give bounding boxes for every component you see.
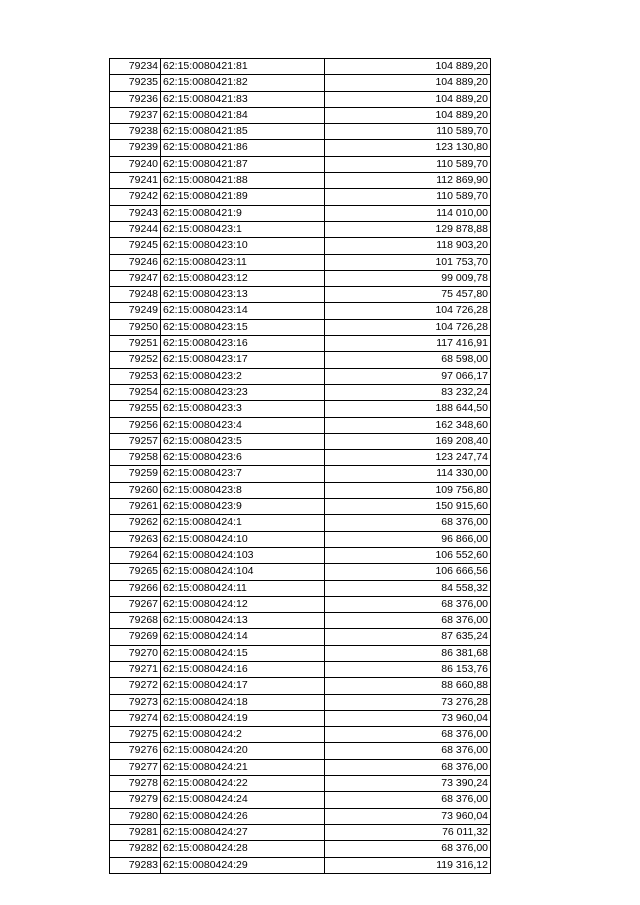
cadastral-number-cell: 62:15:0080424:1 bbox=[161, 515, 325, 531]
table-row bbox=[110, 661, 491, 677]
cadastral-value-cell: 68 376,00 bbox=[325, 743, 491, 759]
cadastral-number-cell: 62:15:0080424:22 bbox=[161, 776, 325, 792]
cadastral-number-cell: 62:15:0080423:5 bbox=[161, 433, 325, 449]
cadastral-value-cell: 76 011,32 bbox=[325, 824, 491, 840]
table-row bbox=[110, 596, 491, 612]
cadastral-number-cell: 62:15:0080423:2 bbox=[161, 368, 325, 384]
row-number-cell: 79238 bbox=[110, 124, 161, 140]
table-row bbox=[110, 59, 491, 75]
row-number-cell: 79264 bbox=[110, 547, 161, 563]
table-row bbox=[110, 189, 491, 205]
cadastral-number-cell: 62:15:0080424:19 bbox=[161, 710, 325, 726]
cadastral-value-cell: 68 376,00 bbox=[325, 727, 491, 743]
row-number-cell: 79240 bbox=[110, 156, 161, 172]
table-row bbox=[110, 743, 491, 759]
cadastral-number-cell: 62:15:0080424:15 bbox=[161, 645, 325, 661]
cadastral-number-cell: 62:15:0080423:9 bbox=[161, 499, 325, 515]
row-number-cell: 79249 bbox=[110, 303, 161, 319]
cadastral-number-cell: 62:15:0080423:16 bbox=[161, 336, 325, 352]
cadastral-number-cell: 62:15:0080424:11 bbox=[161, 580, 325, 596]
row-number-cell: 79247 bbox=[110, 270, 161, 286]
cadastral-number-cell: 62:15:0080424:27 bbox=[161, 824, 325, 840]
table-body bbox=[110, 59, 491, 874]
cadastral-number-cell: 62:15:0080424:24 bbox=[161, 792, 325, 808]
table-row bbox=[110, 499, 491, 515]
cadastral-number-cell: 62:15:0080423:17 bbox=[161, 352, 325, 368]
table-row bbox=[110, 629, 491, 645]
row-number-cell: 79251 bbox=[110, 336, 161, 352]
cadastral-number-cell: 62:15:0080421:83 bbox=[161, 91, 325, 107]
cadastral-number-cell: 62:15:0080423:14 bbox=[161, 303, 325, 319]
cadastral-number-cell: 62:15:0080424:26 bbox=[161, 808, 325, 824]
cadastral-number-cell: 62:15:0080421:87 bbox=[161, 156, 325, 172]
row-number-cell: 79258 bbox=[110, 450, 161, 466]
cadastral-number-cell: 62:15:0080423:1 bbox=[161, 221, 325, 237]
cadastral-value-cell: 110 589,70 bbox=[325, 124, 491, 140]
table-row bbox=[110, 303, 491, 319]
cadastral-number-cell: 62:15:0080424:104 bbox=[161, 564, 325, 580]
cadastral-value-cell: 119 316,12 bbox=[325, 857, 491, 873]
row-number-cell: 79263 bbox=[110, 531, 161, 547]
table-row bbox=[110, 107, 491, 123]
cadastral-value-cell: 112 869,90 bbox=[325, 173, 491, 189]
table-row bbox=[110, 841, 491, 857]
cadastral-number-cell: 62:15:0080423:10 bbox=[161, 238, 325, 254]
cadastral-number-cell: 62:15:0080423:13 bbox=[161, 287, 325, 303]
cadastral-number-cell: 62:15:0080423:23 bbox=[161, 384, 325, 400]
row-number-cell: 79256 bbox=[110, 417, 161, 433]
row-number-cell: 79266 bbox=[110, 580, 161, 596]
row-number-cell: 79236 bbox=[110, 91, 161, 107]
row-number-cell: 79279 bbox=[110, 792, 161, 808]
cadastral-value-cell: 68 376,00 bbox=[325, 613, 491, 629]
cadastral-value-cell: 86 381,68 bbox=[325, 645, 491, 661]
cadastral-value-cell: 110 589,70 bbox=[325, 156, 491, 172]
cadastral-value-cell: 104 889,20 bbox=[325, 75, 491, 91]
cadastral-value-cell: 83 232,24 bbox=[325, 384, 491, 400]
cadastral-value-cell: 129 878,88 bbox=[325, 221, 491, 237]
cadastral-value-cell: 88 660,88 bbox=[325, 678, 491, 694]
table-row bbox=[110, 727, 491, 743]
cadastral-value-cell: 188 644,50 bbox=[325, 401, 491, 417]
table-row bbox=[110, 710, 491, 726]
cadastral-value-cell: 117 416,91 bbox=[325, 336, 491, 352]
cadastral-number-cell: 62:15:0080424:21 bbox=[161, 759, 325, 775]
table-row bbox=[110, 482, 491, 498]
cadastral-number-cell: 62:15:0080421:84 bbox=[161, 107, 325, 123]
table-row bbox=[110, 352, 491, 368]
row-number-cell: 79274 bbox=[110, 710, 161, 726]
cadastral-value-cell: 73 276,28 bbox=[325, 694, 491, 710]
table-row bbox=[110, 270, 491, 286]
cadastral-number-cell: 62:15:0080423:6 bbox=[161, 450, 325, 466]
cadastral-value-cell: 109 756,80 bbox=[325, 482, 491, 498]
table-row bbox=[110, 580, 491, 596]
cadastral-number-cell: 62:15:0080421:89 bbox=[161, 189, 325, 205]
row-number-cell: 79280 bbox=[110, 808, 161, 824]
cadastral-number-cell: 62:15:0080423:7 bbox=[161, 466, 325, 482]
cadastral-number-cell: 62:15:0080424:29 bbox=[161, 857, 325, 873]
table-row bbox=[110, 287, 491, 303]
row-number-cell: 79273 bbox=[110, 694, 161, 710]
table-row bbox=[110, 824, 491, 840]
cadastral-value-cell: 123 247,74 bbox=[325, 450, 491, 466]
row-number-cell: 79260 bbox=[110, 482, 161, 498]
cadastral-number-cell: 62:15:0080424:16 bbox=[161, 661, 325, 677]
row-number-cell: 79269 bbox=[110, 629, 161, 645]
table-row bbox=[110, 547, 491, 563]
row-number-cell: 79244 bbox=[110, 221, 161, 237]
cadastral-number-cell: 62:15:0080421:85 bbox=[161, 124, 325, 140]
cadastral-value-cell: 86 153,76 bbox=[325, 661, 491, 677]
cadastral-value-cell: 84 558,32 bbox=[325, 580, 491, 596]
cadastral-value-cell: 73 960,04 bbox=[325, 710, 491, 726]
cadastral-number-cell: 62:15:0080423:8 bbox=[161, 482, 325, 498]
row-number-cell: 79277 bbox=[110, 759, 161, 775]
cadastral-value-cell: 87 635,24 bbox=[325, 629, 491, 645]
table-row bbox=[110, 401, 491, 417]
cadastral-value-cell: 106 666,56 bbox=[325, 564, 491, 580]
cadastral-value-table bbox=[109, 58, 491, 874]
row-number-cell: 79283 bbox=[110, 857, 161, 873]
row-number-cell: 79235 bbox=[110, 75, 161, 91]
table-row bbox=[110, 694, 491, 710]
table-row bbox=[110, 75, 491, 91]
row-number-cell: 79265 bbox=[110, 564, 161, 580]
cadastral-value-cell: 104 889,20 bbox=[325, 91, 491, 107]
cadastral-number-cell: 62:15:0080424:10 bbox=[161, 531, 325, 547]
cadastral-number-cell: 62:15:0080423:12 bbox=[161, 270, 325, 286]
table-row bbox=[110, 678, 491, 694]
cadastral-value-cell: 97 066,17 bbox=[325, 368, 491, 384]
cadastral-value-cell: 114 010,00 bbox=[325, 205, 491, 221]
table-row bbox=[110, 91, 491, 107]
table-row bbox=[110, 336, 491, 352]
cadastral-number-cell: 62:15:0080421:9 bbox=[161, 205, 325, 221]
cadastral-value-cell: 68 376,00 bbox=[325, 515, 491, 531]
cadastral-value-cell: 104 726,28 bbox=[325, 303, 491, 319]
cadastral-value-cell: 73 390,24 bbox=[325, 776, 491, 792]
cadastral-value-cell: 73 960,04 bbox=[325, 808, 491, 824]
cadastral-number-cell: 62:15:0080423:3 bbox=[161, 401, 325, 417]
cadastral-value-cell: 68 376,00 bbox=[325, 841, 491, 857]
table-row bbox=[110, 450, 491, 466]
row-number-cell: 79262 bbox=[110, 515, 161, 531]
table-row bbox=[110, 319, 491, 335]
cadastral-number-cell: 62:15:0080421:88 bbox=[161, 173, 325, 189]
cadastral-value-cell: 110 589,70 bbox=[325, 189, 491, 205]
cadastral-value-cell: 68 376,00 bbox=[325, 759, 491, 775]
table-row bbox=[110, 368, 491, 384]
row-number-cell: 79242 bbox=[110, 189, 161, 205]
cadastral-value-cell: 104 889,20 bbox=[325, 59, 491, 75]
cadastral-value-cell: 104 726,28 bbox=[325, 319, 491, 335]
table-row bbox=[110, 417, 491, 433]
row-number-cell: 79271 bbox=[110, 661, 161, 677]
table-row bbox=[110, 645, 491, 661]
table-row bbox=[110, 238, 491, 254]
table-row bbox=[110, 140, 491, 156]
row-number-cell: 79243 bbox=[110, 205, 161, 221]
cadastral-number-cell: 62:15:0080424:17 bbox=[161, 678, 325, 694]
row-number-cell: 79253 bbox=[110, 368, 161, 384]
row-number-cell: 79234 bbox=[110, 59, 161, 75]
table-row bbox=[110, 792, 491, 808]
row-number-cell: 79276 bbox=[110, 743, 161, 759]
table-row bbox=[110, 254, 491, 270]
row-number-cell: 79237 bbox=[110, 107, 161, 123]
row-number-cell: 79257 bbox=[110, 433, 161, 449]
row-number-cell: 79275 bbox=[110, 727, 161, 743]
cadastral-value-cell: 75 457,80 bbox=[325, 287, 491, 303]
row-number-cell: 79267 bbox=[110, 596, 161, 612]
cadastral-number-cell: 62:15:0080423:15 bbox=[161, 319, 325, 335]
cadastral-number-cell: 62:15:0080424:103 bbox=[161, 547, 325, 563]
cadastral-value-cell: 123 130,80 bbox=[325, 140, 491, 156]
cadastral-number-cell: 62:15:0080424:13 bbox=[161, 613, 325, 629]
table-row bbox=[110, 857, 491, 873]
cadastral-number-cell: 62:15:0080424:28 bbox=[161, 841, 325, 857]
row-number-cell: 79278 bbox=[110, 776, 161, 792]
cadastral-number-cell: 62:15:0080423:11 bbox=[161, 254, 325, 270]
row-number-cell: 79241 bbox=[110, 173, 161, 189]
cadastral-number-cell: 62:15:0080424:2 bbox=[161, 727, 325, 743]
cadastral-number-cell: 62:15:0080421:82 bbox=[161, 75, 325, 91]
cadastral-value-cell: 68 376,00 bbox=[325, 596, 491, 612]
row-number-cell: 79248 bbox=[110, 287, 161, 303]
cadastral-value-cell: 68 598,00 bbox=[325, 352, 491, 368]
table-row bbox=[110, 759, 491, 775]
row-number-cell: 79259 bbox=[110, 466, 161, 482]
table-row bbox=[110, 205, 491, 221]
table-row bbox=[110, 564, 491, 580]
row-number-cell: 79252 bbox=[110, 352, 161, 368]
table-row bbox=[110, 156, 491, 172]
table-row bbox=[110, 466, 491, 482]
table-row bbox=[110, 384, 491, 400]
row-number-cell: 79282 bbox=[110, 841, 161, 857]
row-number-cell: 79254 bbox=[110, 384, 161, 400]
table-row bbox=[110, 124, 491, 140]
cadastral-value-cell: 101 753,70 bbox=[325, 254, 491, 270]
cadastral-value-cell: 150 915,60 bbox=[325, 499, 491, 515]
table-row bbox=[110, 433, 491, 449]
row-number-cell: 79261 bbox=[110, 499, 161, 515]
row-number-cell: 79245 bbox=[110, 238, 161, 254]
cadastral-value-cell: 118 903,20 bbox=[325, 238, 491, 254]
cadastral-number-cell: 62:15:0080424:18 bbox=[161, 694, 325, 710]
cadastral-number-cell: 62:15:0080424:20 bbox=[161, 743, 325, 759]
cadastral-number-cell: 62:15:0080421:86 bbox=[161, 140, 325, 156]
row-number-cell: 79239 bbox=[110, 140, 161, 156]
cadastral-number-cell: 62:15:0080423:4 bbox=[161, 417, 325, 433]
table-row bbox=[110, 515, 491, 531]
table-row bbox=[110, 808, 491, 824]
row-number-cell: 79246 bbox=[110, 254, 161, 270]
cadastral-number-cell: 62:15:0080424:14 bbox=[161, 629, 325, 645]
table-row bbox=[110, 776, 491, 792]
cadastral-value-cell: 104 889,20 bbox=[325, 107, 491, 123]
cadastral-number-cell: 62:15:0080424:12 bbox=[161, 596, 325, 612]
cadastral-value-cell: 96 866,00 bbox=[325, 531, 491, 547]
row-number-cell: 79250 bbox=[110, 319, 161, 335]
cadastral-value-cell: 114 330,00 bbox=[325, 466, 491, 482]
table-row bbox=[110, 221, 491, 237]
cadastral-value-cell: 162 348,60 bbox=[325, 417, 491, 433]
row-number-cell: 79281 bbox=[110, 824, 161, 840]
table-row bbox=[110, 173, 491, 189]
table-row bbox=[110, 613, 491, 629]
row-number-cell: 79270 bbox=[110, 645, 161, 661]
row-number-cell: 79268 bbox=[110, 613, 161, 629]
row-number-cell: 79255 bbox=[110, 401, 161, 417]
cadastral-value-cell: 99 009,78 bbox=[325, 270, 491, 286]
row-number-cell: 79272 bbox=[110, 678, 161, 694]
table-row bbox=[110, 531, 491, 547]
cadastral-value-cell: 68 376,00 bbox=[325, 792, 491, 808]
cadastral-value-cell: 169 208,40 bbox=[325, 433, 491, 449]
cadastral-number-cell: 62:15:0080421:81 bbox=[161, 59, 325, 75]
cadastral-value-cell: 106 552,60 bbox=[325, 547, 491, 563]
